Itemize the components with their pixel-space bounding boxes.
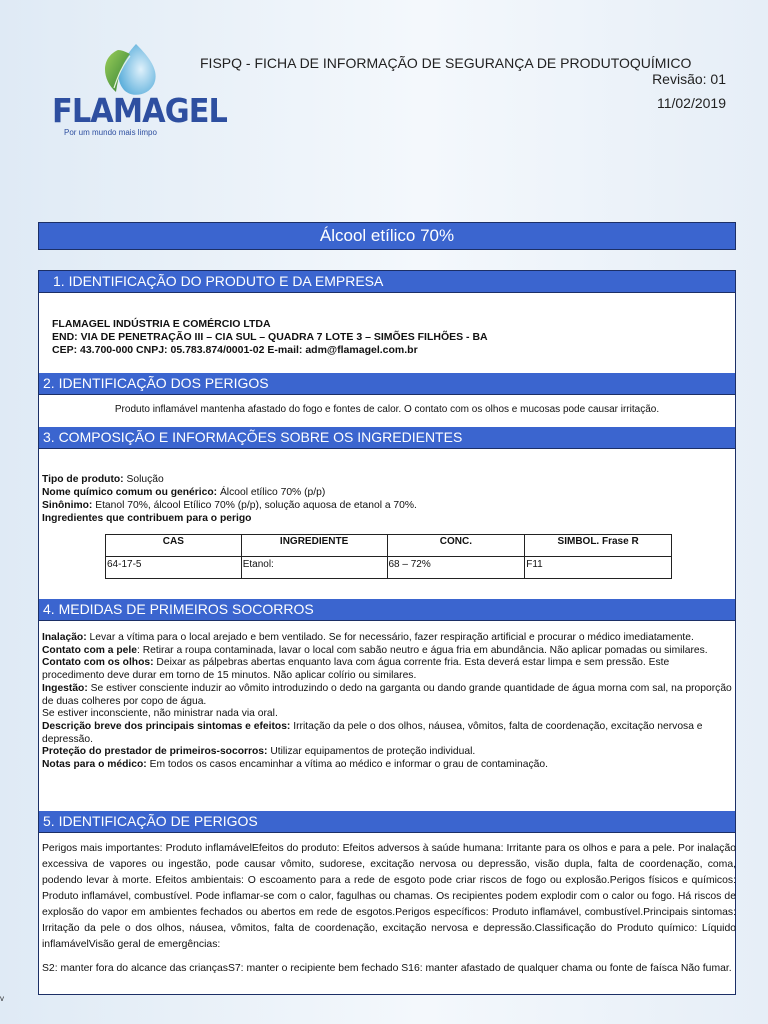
section-1-heading: 1. IDENTIFICAÇÃO DO PRODUTO E DA EMPRESA bbox=[39, 271, 735, 293]
tipo-value: Solução bbox=[123, 474, 164, 485]
table-cell: 64-17-5 bbox=[106, 557, 242, 579]
table-cell: F11 bbox=[525, 557, 672, 579]
company-name: FLAMAGEL INDÚSTRIA E COMÉRCIO LTDA bbox=[52, 318, 271, 330]
table-header: SIMBOL. Frase R bbox=[525, 535, 672, 557]
sinonimo-value: Etanol 70%, álcool Etílico 70% (p/p), solução aquosa de etanol a 70%. bbox=[92, 500, 417, 511]
section-2-heading: 2. IDENTIFICAÇÃO DOS PERIGOS bbox=[39, 373, 735, 395]
ingestao-text-2: Se estiver inconsciente, não ministrar nada via oral. bbox=[42, 708, 278, 720]
nome-label: Nome químico comum ou genérico: bbox=[42, 487, 218, 498]
company-contact: CEP: 43.700-000 CNPJ: 05.783.874/0001-02 E-mail: adm@flamagel.com.br bbox=[52, 344, 418, 356]
olhos-text: Deixar as pálpebras abertas enquanto lava com água corrente fria. Esta deverá estar limpa e sem pressão. Este procedimento deve durar em torno de 15 minutos. Não aplicar colírio ou similares. bbox=[42, 657, 670, 682]
table-header: CONC. bbox=[387, 535, 525, 557]
first-aid-info bbox=[42, 632, 732, 772]
logo-wordmark: FLAMAGEL bbox=[52, 91, 227, 130]
page-mark: v bbox=[0, 994, 4, 1003]
sintomas-text: Irritação da pele o dos olhos, náusea, vômitos, falta de coordenação, excitação nervosa e depressão. bbox=[42, 720, 703, 745]
revision-label: Revisão: 01 bbox=[652, 71, 726, 87]
document-title: FISPQ - FICHA DE INFORMAÇÃO DE SEGURANÇA DE PRODUTOQUÍMICO bbox=[200, 55, 692, 71]
table-cell: 68 – 72% bbox=[387, 557, 525, 579]
table-cell: Etanol: bbox=[241, 557, 387, 579]
composition-info bbox=[42, 473, 417, 525]
inalacao-label: Inalação: bbox=[42, 632, 87, 643]
pele-text: : Retirar a roupa contaminada, lavar o local com sabão neutro e água fria em abundância. Não aplicar pomadas ou similares. bbox=[136, 644, 708, 656]
section-3-heading: 3. COMPOSIÇÃO E INFORMAÇÕES SOBRE OS INGREDIENTES bbox=[39, 427, 735, 449]
table-header: INGREDIENTE bbox=[241, 535, 387, 557]
ingredients-table bbox=[105, 534, 672, 579]
protecao-text: Utilizar equipamentos de proteção individual. bbox=[267, 746, 476, 758]
nome-value: Álcool etílico 70% (p/p) bbox=[217, 487, 326, 498]
safety-phrases: S2: manter fora do alcance das criançasS7: manter o recipiente bem fechado S16: manter afastado de qualquer chama ou fonte de faísca Não fumar. bbox=[42, 963, 732, 974]
hazard-details: Perigos mais importantes: Produto inflamávelEfeitos do produto: Efeitos adversos à saúde humana: Irritante para os olhos e para a pele. Por inalação excessiva de vapores ou ingestão, pode causar vômito, sudorese, excitação nervosa ou depressão, visão dupla, falta de coordenação, coma, podendo levar à morte. Efeitos ambientais: O escoamento para a rede de esgoto pode criar riscos de fogo ou explosão.Perigos físicos e químicos: Produto inflamável, combustível. Pode inflamar-se com o calor, fagulhas ou chamas. Os recipientes podem explodir com o calor ou fogo. Há riscos de explosão do vapor em ambientes fechados ou abertos em rede de esgotos.Perigos específicos: Produto inflamável, combustível.Principais sintomas: Irritação da pele o dos olhos, náusea, vômitos, falta de coordenação, excitação nervosa e depressão.Classificação do Produto químico: Líquido inflamávelVisão geral de emergências: bbox=[42, 843, 736, 950]
table-header: CAS bbox=[106, 535, 242, 557]
section-4-heading: 4. MEDIDAS DE PRIMEIROS SOCORROS bbox=[39, 599, 735, 621]
tipo-label: Tipo de produto: bbox=[42, 474, 124, 485]
company-info bbox=[52, 318, 488, 357]
document-date: 11/02/2019 bbox=[656, 95, 726, 111]
protecao-label: Proteção do prestador de primeiros-socorros: bbox=[42, 746, 268, 758]
inalacao-text: Levar a vítima para o local arejado e bem ventilado. Se for necessário, fazer respiração artificial e procurar o médico imediatamente. bbox=[86, 632, 694, 643]
logo-tagline: Por um mundo mais limpo bbox=[64, 128, 157, 137]
hazard-summary: Produto inflamável mantenha afastado do fogo e fontes de calor. O contato com os olhos e mucosas pode causar irritação. bbox=[114, 404, 660, 415]
ingestao-label: Ingestão: bbox=[42, 682, 88, 694]
sinonimo-label: Sinônimo: bbox=[42, 500, 93, 511]
table-row bbox=[106, 557, 672, 579]
pele-label: Contato com a pele bbox=[42, 644, 137, 656]
table-header-row bbox=[106, 535, 672, 557]
notas-text: Em todos os casos encaminhar a vítima ao médico e informar o grau de contaminação. bbox=[146, 759, 548, 771]
sheet-frame bbox=[38, 270, 736, 995]
notas-label: Notas para o médico: bbox=[42, 759, 147, 771]
section-5-heading: 5. IDENTIFICAÇÃO DE PERIGOS bbox=[39, 811, 735, 833]
sintomas-label: Descrição breve dos principais sintomas e efeitos: bbox=[42, 720, 291, 732]
olhos-label: Contato com os olhos: bbox=[42, 657, 154, 669]
product-name-banner: Álcool etílico 70% bbox=[38, 222, 736, 250]
company-address: END: VIA DE PENETRAÇÃO III – CIA SUL – QUADRA 7 LOTE 3 – SIMÕES FILHÕES - BA bbox=[52, 331, 488, 343]
ingredientes-label: Ingredientes que contribuem para o perigo bbox=[42, 513, 252, 524]
company-logo bbox=[48, 40, 227, 140]
ingestao-text: Se estiver consciente induzir ao vômito introduzindo o dedo na garganta ou dando grande quantidade de água morna com sal, na proporção de duas colheres por copo de água. bbox=[42, 682, 732, 707]
